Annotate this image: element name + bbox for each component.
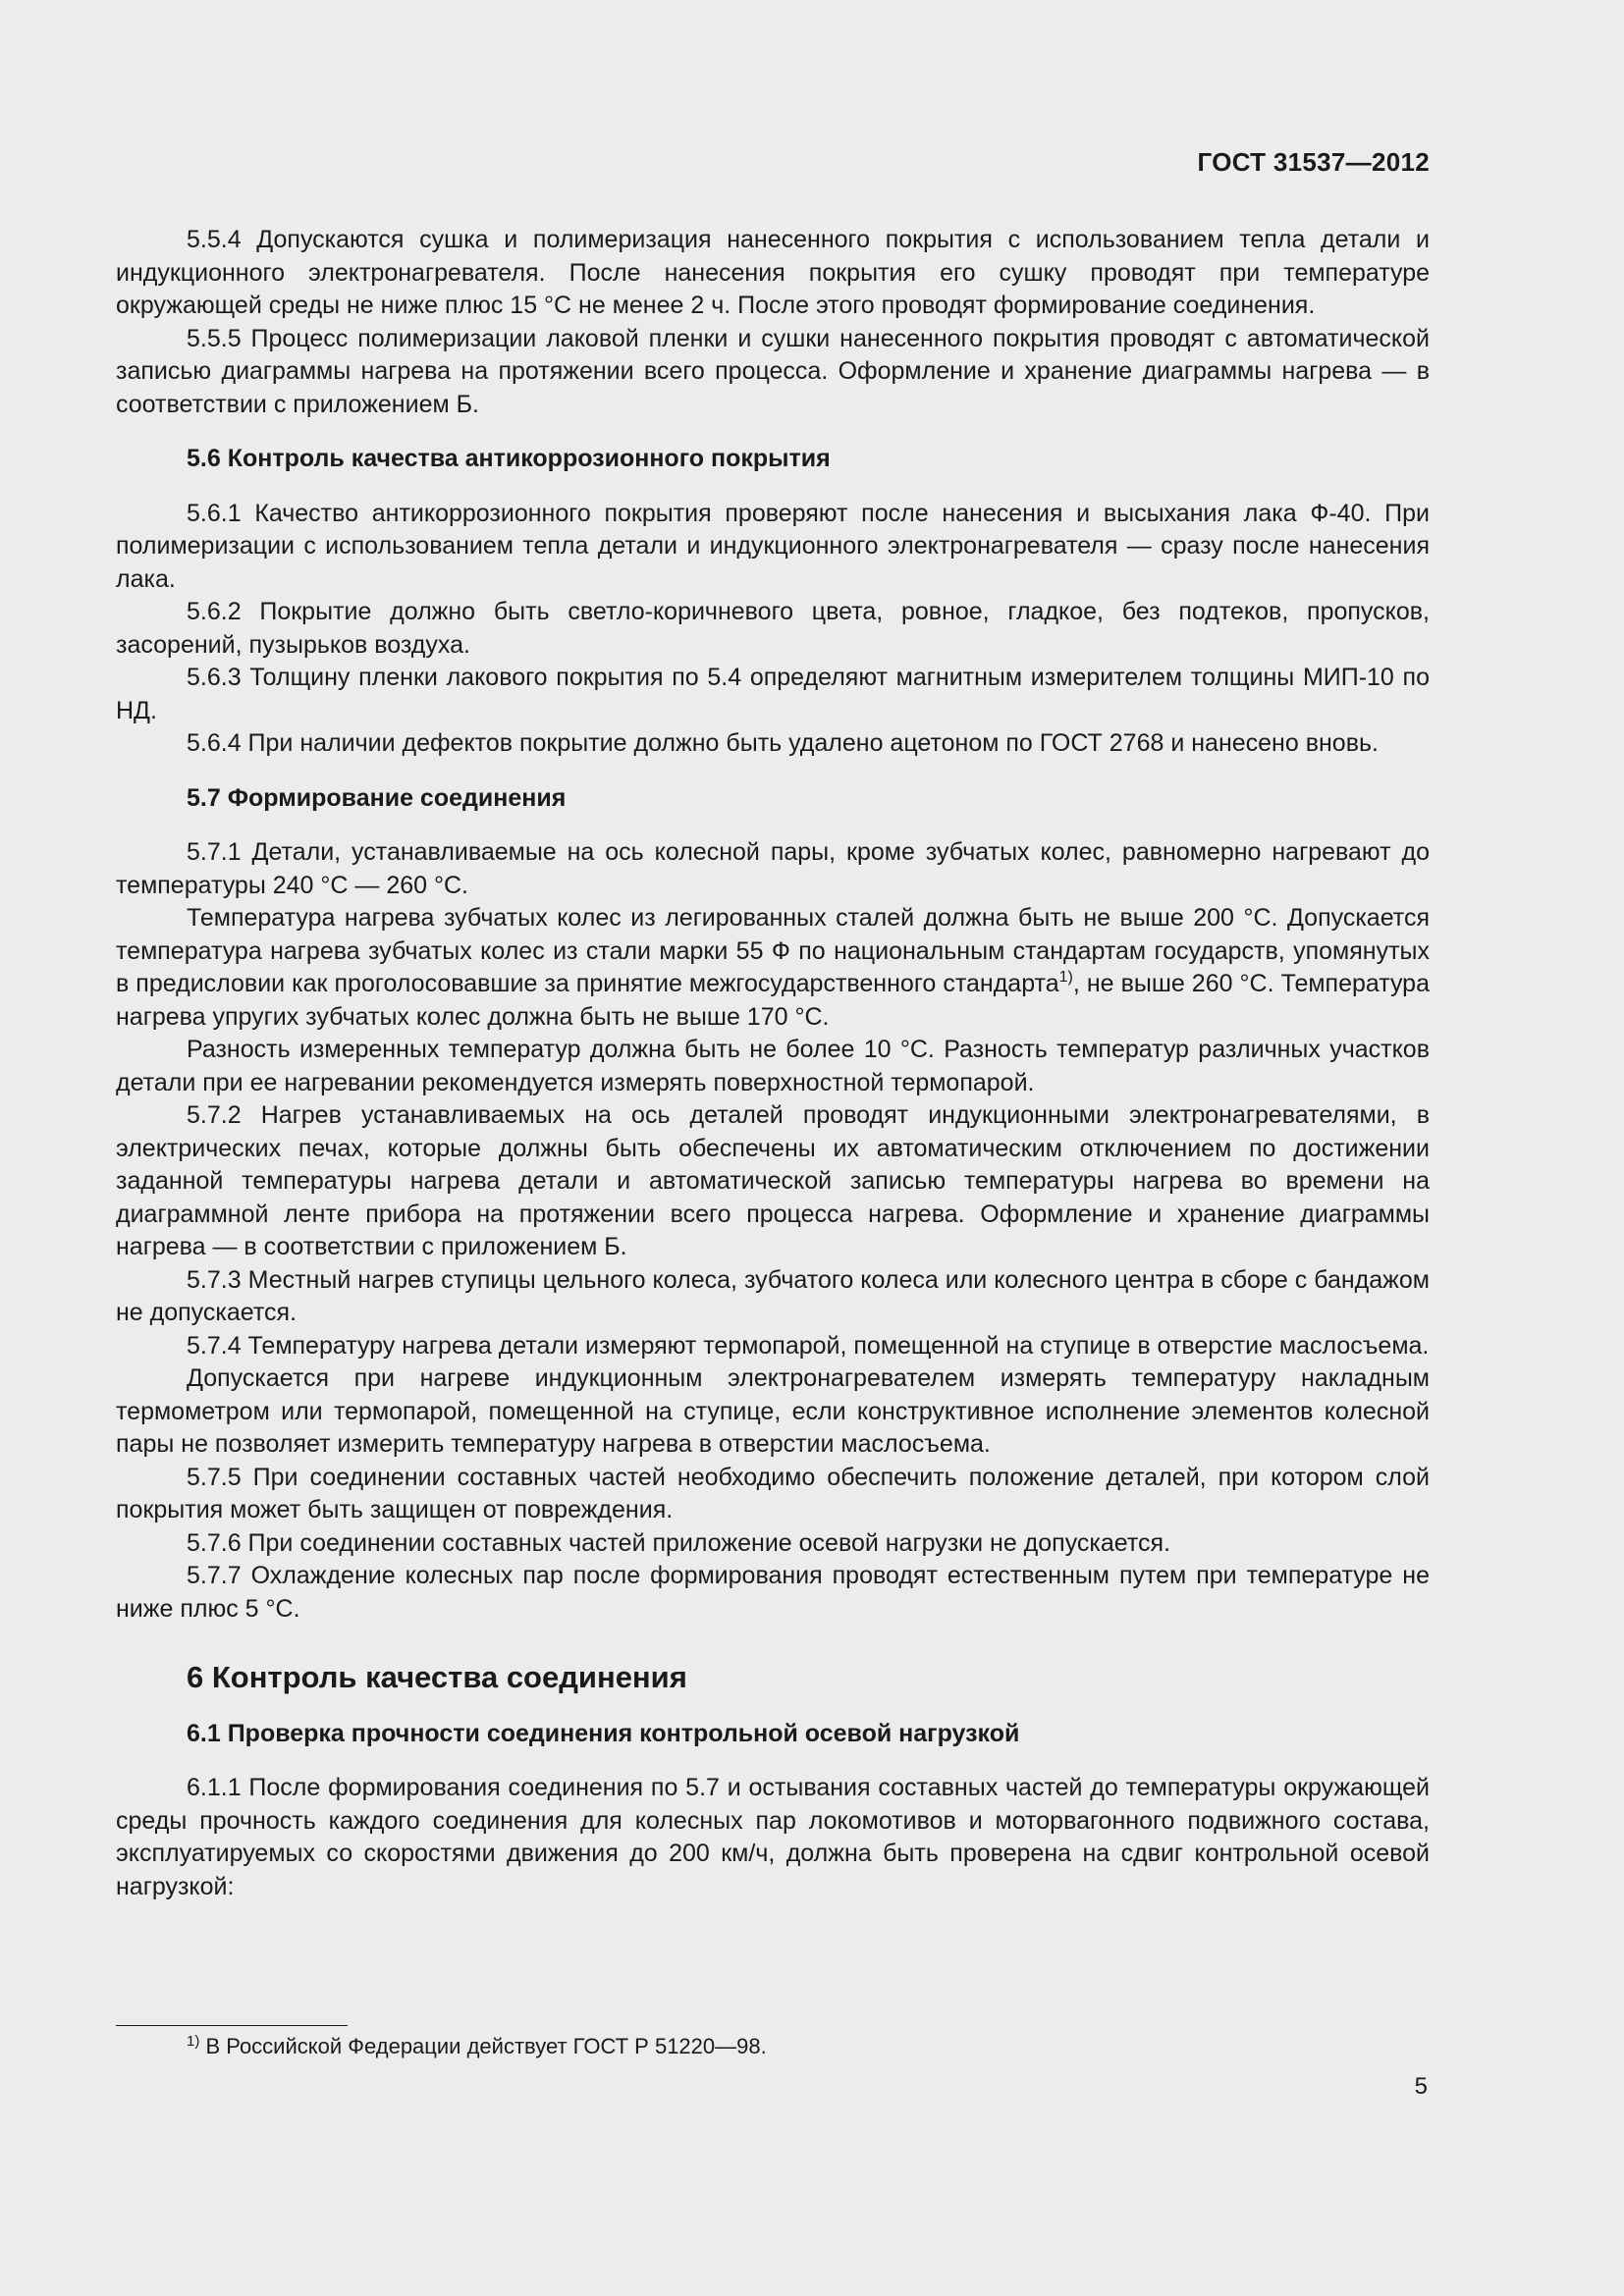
paragraph-5-6-4: 5.6.4 При наличии дефектов покрытие должно быть удалено ацетоном по ГОСТ 2768 и нанесено вновь.	[187, 729, 1379, 757]
paragraph-text-before: Температура нагрева зубчатых колес из легированных сталей должна быть не выше 200 °С. Допускается температура нагрева зубчатых колес из стали марки 55 Ф по национальным стандартам государств, упомянутых в предисловии как проголосовавшие за принятие межгосударственного стандарта	[116, 904, 1430, 997]
paragraph-temperature-difference: Разность измеренных температур должна быть не более 10 °С. Разность температур различных участков детали при ее нагревании рекомендуется измерять поверхностной термопарой.	[116, 1036, 1430, 1096]
footnote-ref: 1)	[1058, 969, 1073, 986]
footnote-text: В Российской Федерации действует ГОСТ Р 51220—98.	[199, 2034, 767, 2058]
paragraph-5-7-6: 5.7.6 При соединении составных частей приложение осевой нагрузки не допускается.	[187, 1528, 1171, 1557]
document-body	[116, 224, 1430, 1903]
paragraph-5-7-2: 5.7.2 Нагрев устанавливаемых на ось деталей проводят индукционными электронагревателями, в электрических печах, которые должны быть обеспечены их автоматическим отключением по достижении заданной температуры нагрева детали и автоматической записью температуры нагрева во времени на диаграммной ленте прибора на протяжении всего процесса нагрева. Оформление и хранение диаграммы нагрева — в соответствии с приложением Б.	[116, 1101, 1430, 1260]
footnote-marker: 1)	[187, 2033, 200, 2050]
paragraph-5-7-1: 5.7.1 Детали, устанавливаемые на ось колесной пары, кроме зубчатых колес, равномерно нагревают до температуры 240 °С — 260 °С.	[116, 838, 1430, 899]
paragraph-5-7-5: 5.7.5 При соединении составных частей необходимо обеспечить положение деталей, при котором слой покрытия может быть защищен от повреждения.	[116, 1463, 1430, 1523]
footnote-divider	[116, 2025, 348, 2026]
paragraph-6-1-1: 6.1.1 После формирования соединения по 5.7 и остывания составных частей до температуры окружающей среды прочность каждого соединения для колесных пар локомотивов и моторвагонного подвижного состава, эксплуатируемых со скоростями движения до 200 км/ч, должна быть проверена на сдвиг контрольной осевой нагрузкой:	[116, 1774, 1430, 1900]
section-heading-5-7: 5.7 Формирование соединения	[187, 783, 567, 812]
paragraph-5-6-2: 5.6.2 Покрытие должно быть светло-коричневого цвета, ровное, гладкое, без подтеков, пропусков, засорений, пузырьков воздуха.	[116, 598, 1430, 659]
paragraph-5-7-4: 5.7.4 Температуру нагрева детали измеряют термопарой, помещенной на ступице в отверстие маслосъема.	[187, 1331, 1430, 1360]
page-number: 5	[1414, 2073, 1428, 2100]
paragraph-5-7-7: 5.7.7 Охлаждение колесных пар после формирования проводят естественным путем при температуре не ниже плюс 5 °С.	[116, 1562, 1430, 1623]
paragraph-text-after: , не выше 260 °С. Температура нагрева упругих зубчатых колес должна быть не выше 170 °С.	[116, 970, 1430, 1031]
paragraph-5-5-4: 5.5.4 Допускаются сушка и полимеризация нанесенного покрытия с использованием тепла детали и индукционного электронагревателя. После нанесения покрытия его сушку проводят при температуре окружающей среды не ниже плюс 15 °С не менее 2 ч. После этого проводят формирование соединения.	[116, 226, 1430, 319]
paragraph-5-6-3: 5.6.3 Толщину пленки лакового покрытия по 5.4 определяют магнитным измерителем толщины МИП-10 по НД.	[116, 664, 1430, 724]
chapter-heading-6: 6 Контроль качества соединения	[187, 1660, 687, 1694]
paragraph-5-5-5: 5.5.5 Процесс полимеризации лаковой пленки и сушки нанесенного покрытия проводят с автоматической записью диаграммы нагрева на протяжении всего процесса. Оформление и хранение диаграммы нагрева — в соответствии с приложением Б.	[116, 324, 1430, 418]
paragraph-5-7-3: 5.7.3 Местный нагрев ступицы цельного колеса, зубчатого колеса или колесного центра в сборе с бандажом не допускается.	[116, 1265, 1430, 1326]
paragraph-gear-temperature	[116, 902, 1430, 1034]
footnote	[187, 2032, 767, 2061]
document-header: ГОСТ 31537—2012	[1197, 147, 1430, 177]
paragraph-induction-measure: Допускается при нагреве индукционным электронагревателем измерять температуру накладным термометром или термопарой, помещенной на ступице, если конструктивное исполнение элементов колесной пары не позволяет измерить температуру нагрева в отверстии маслосъема.	[116, 1364, 1430, 1458]
section-heading-6-1: 6.1 Проверка прочности соединения контрольной осевой нагрузкой	[187, 1719, 1020, 1747]
paragraph-5-6-1: 5.6.1 Качество антикоррозионного покрытия проверяют после нанесения и высыхания лака Ф-40. При полимеризации с использованием тепла детали и индукционного электронагревателя — сразу после нанесения лака.	[116, 499, 1430, 593]
section-heading-5-6: 5.6 Контроль качества антикоррозионного покрытия	[187, 445, 831, 472]
